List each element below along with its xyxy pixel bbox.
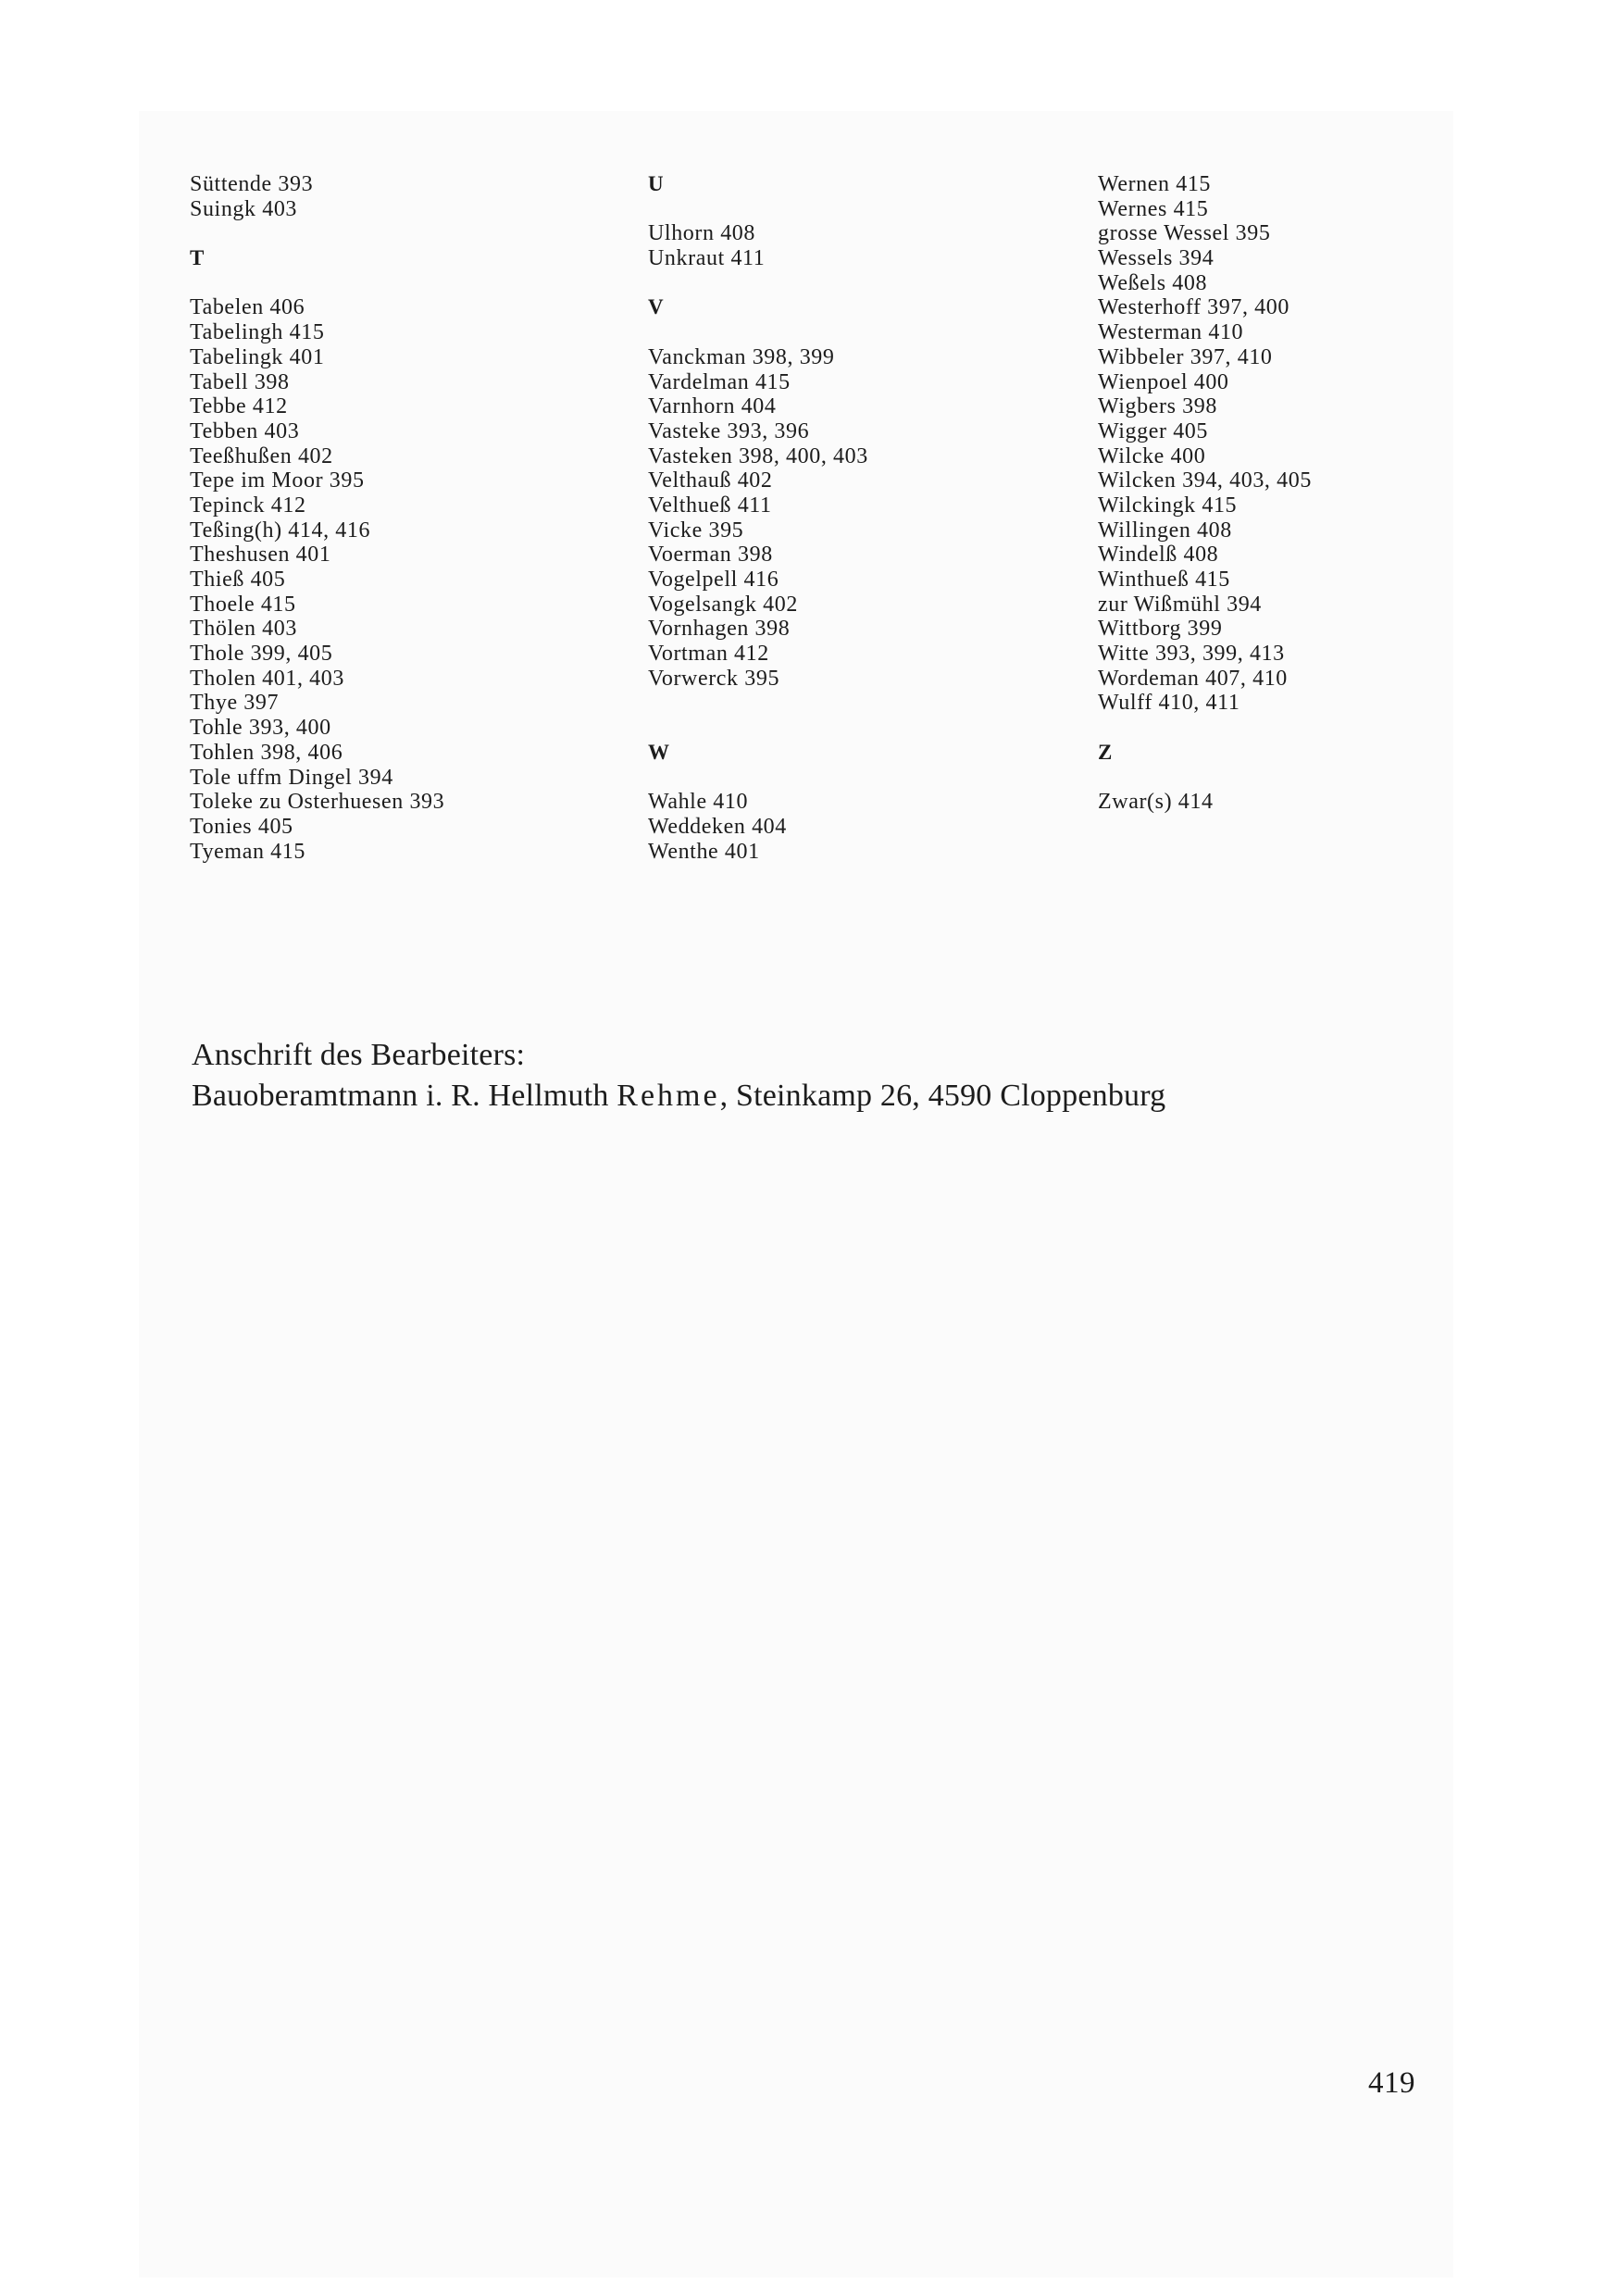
index-entry: Wittborg 399 [1098,617,1223,642]
index-column-2 [648,172,868,864]
index-entry: Wessels 394 [1098,246,1215,271]
index-entry: Wordeman 407, 410 [1098,666,1288,691]
index-entry: Weddeken 404 [648,814,787,839]
index-entry: Wahle 410 [648,790,749,815]
editor-surname: Rehme [617,1079,720,1113]
spacer [190,271,444,296]
address-line-suffix: , Steinkamp 26, 4590 Cloppenburg [719,1079,1166,1113]
index-entry: Tabelingh 415 [190,320,325,345]
index-entry: Wilcken 394, 403, 405 [1098,468,1312,493]
index-entry: Weßels 408 [1098,270,1208,295]
index-entry: Vogelpell 416 [648,568,779,592]
index-entry: Zwar(s) 414 [1098,790,1214,815]
index-entry: Westerman 410 [1098,320,1244,345]
index-entry: Thole 399, 405 [190,642,333,667]
spacer [648,320,868,345]
index-column-3 [1098,172,1312,815]
spacer [648,691,868,716]
index-entry: Wernen 415 [1098,172,1212,196]
spacer [190,221,444,246]
index-entry: grosse Wessel 395 [1098,221,1271,246]
index-entry: Vortman 412 [648,642,769,667]
letter-heading: U [648,172,664,195]
address-line [192,1076,1165,1117]
index-entry: Vicke 395 [648,518,744,543]
index-entry: Thoele 415 [190,592,296,617]
spacer [648,766,868,791]
index-entry: Thölen 403 [190,617,297,642]
index-entry: Vasteken 398, 400, 403 [648,443,868,468]
index-entry: Windelß 408 [1098,543,1219,568]
index-entry: Voerman 398 [648,543,773,568]
index-column-1 [190,172,444,864]
index-entry: Vasteke 393, 396 [648,418,810,443]
index-entry: Tabelen 406 [190,295,305,320]
index-entry: Witte 393, 399, 413 [1098,642,1285,667]
index-entry: Varnhorn 404 [648,394,777,419]
index-entry: Tepinck 412 [190,493,306,518]
index-entry: Vorwerck 395 [648,666,780,691]
index-entry: Teßing(h) 414, 416 [190,518,371,543]
letter-heading: Z [1098,740,1113,764]
index-entry: Vornhagen 398 [648,617,791,642]
index-entry: Tholen 401, 403 [190,666,344,691]
index-entry: Tabell 398 [190,369,290,394]
editor-address [192,1035,1165,1117]
spacer [648,716,868,741]
index-entry: Velthauß 402 [648,468,773,493]
spacer [648,271,868,296]
index-entry: Teeßhußen 402 [190,443,333,468]
index-entry: Tohle 393, 400 [190,716,331,741]
index-entry: Vardelman 415 [648,369,791,394]
index-entry: Thye 397 [190,691,280,716]
letter-heading: W [648,740,669,764]
index-entry: Unkraut 411 [648,246,766,271]
index-entry: Tebben 403 [190,418,300,443]
index-entry: Suingk 403 [190,196,298,221]
letter-heading: V [648,295,664,319]
index-entry: Tabelingk 401 [190,344,325,369]
index-entry: Wilckingk 415 [1098,493,1238,518]
index-entry: Vanckman 398, 399 [648,344,835,369]
index-entry: Tepe im Moor 395 [190,468,365,493]
index-entry: Ulhorn 408 [648,221,755,246]
index-entry: Westerhoff 397, 400 [1098,295,1289,320]
index-entry: Tohlen 398, 406 [190,740,343,765]
index-entry: Thieß 405 [190,568,286,592]
index-entry: Süttende 393 [190,172,314,196]
spacer [1098,716,1312,741]
spacer [1098,766,1312,791]
index-entry: Vogelsangk 402 [648,592,798,617]
letter-heading: T [190,246,205,270]
index-entry: Tyeman 415 [190,839,305,864]
index-entry: Wilcke 400 [1098,443,1206,468]
spacer [648,197,868,222]
index-entry: Wigger 405 [1098,418,1209,443]
index-entry: Wernes 415 [1098,196,1209,221]
index-entry: Willingen 408 [1098,518,1232,543]
index-entry: zur Wißmühl 394 [1098,592,1262,617]
index-entry: Tonies 405 [190,814,293,839]
index-entry: Wulff 410, 411 [1098,691,1240,716]
index-entry: Wenthe 401 [648,839,760,864]
index-entry: Tole uffm Dingel 394 [190,765,393,790]
address-line-prefix: Bauoberamtmann i. R. Hellmuth [192,1079,617,1113]
page-number: 419 [1368,2066,1415,2100]
address-label: Anschrift des Bearbeiters: [192,1038,526,1072]
index-entry: Wibbeler 397, 410 [1098,344,1273,369]
index-entry: Wienpoel 400 [1098,369,1229,394]
index-entry: Toleke zu Osterhuesen 393 [190,790,445,815]
index-entry: Tebbe 412 [190,394,288,419]
index-entry: Winthueß 415 [1098,568,1230,592]
index-entry: Velthueß 411 [648,493,772,518]
index-entry: Wigbers 398 [1098,394,1217,419]
index-entry: Theshusen 401 [190,543,331,568]
